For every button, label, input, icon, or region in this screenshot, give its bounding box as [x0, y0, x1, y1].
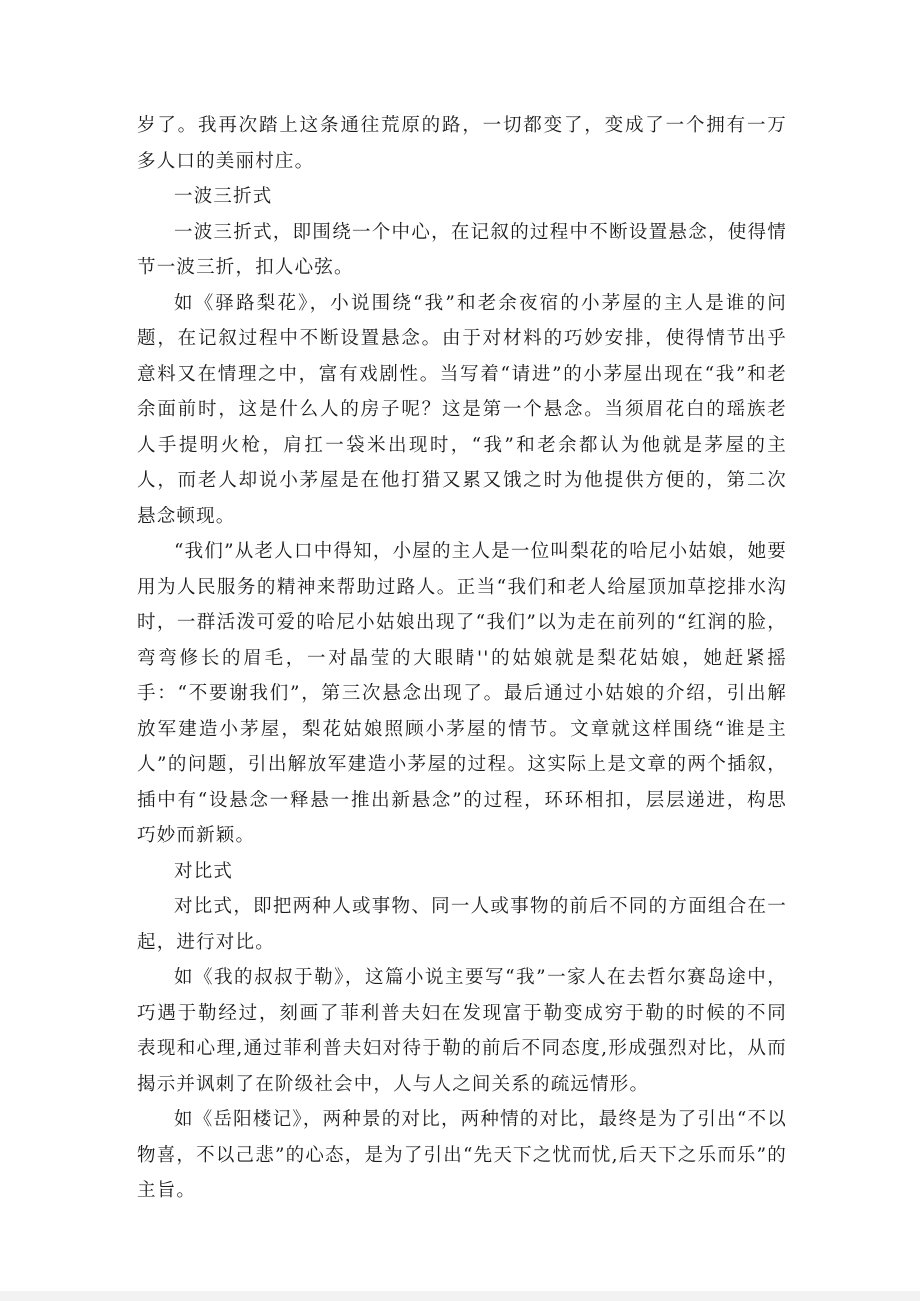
- section-heading-yibosanzhe: 一波三折式: [174, 186, 273, 207]
- paragraph-example-yueyanglou: 如《岳阳楼记》，两种景的对比，两种情的对比，最终是为了引出“不以物喜，不以己悲”的心态，是为了引出“先天下之忧而忧,后天下之乐而乐”的主旨。: [137, 1109, 787, 1201]
- page-footer-band: [0, 1291, 920, 1301]
- section-heading-duibi: 对比式: [174, 860, 234, 882]
- paragraph-definition-yibosanzhe: 一波三折式，即围绕一个中心，在记叙的过程中不断设置悬念，使得情节一波三折，扣人心弦。: [137, 221, 787, 278]
- paragraph-continuation: 岁了。我再次踏上这条通往荒原的路，一切都变了，变成了一个拥有一万多人口的美丽村庄。: [137, 115, 787, 172]
- paragraph-example-yilulihua: 如《驿路梨花》，小说围绕“我”和老余夜宿的小茅屋的主人是谁的问题，在记叙过程中不断设置悬念。由于对材料的巧妙安排，使得情节出乎意料又在情理之中，富有戏剧性。当写着“请进”的小茅屋出现在“我”和老余面前时，这是什么人的房子呢？这是第一个悬念。当须眉花白的瑶族老人手提明火枪，肩扛一袋米出现时，“我”和老余都认为他就是茅屋的主人，而老人却说小茅屋是在他打猎又累又饿之时为他提供方便的，第二次悬念顿现。: [137, 292, 787, 527]
- paragraph-definition-duibi: 对比式，即把两种人或事物、同一人或事物的前后不同的方面组合在一起，进行对比。: [137, 896, 787, 953]
- document-body: [137, 108, 787, 1209]
- paragraph-example-yilulihua-cont: “我们”从老人口中得知，小屋的主人是一位叫梨花的哈尼小姑娘，她要用为人民服务的精神来帮助过路人。正当“我们和老人给屋顶加草挖排水沟时，一群活泼可爱的哈尼小姑娘出现了“我们”以为走在前列的“红润的脸，弯弯修长的眉毛，一对晶莹的大眼睛''的姑娘就是梨花姑娘，她赶紧摇手：“不要谢我们”，第三次悬念出现了。最后通过小姑娘的介绍，引出解放军建造小茅屋，梨花姑娘照顾小茅屋的情节。文章就这样围绕“谁是主人”的问题，引出解放军建造小茅屋的过程。这实际上是文章的两个插叙，插中有“设悬念一释悬一推出新悬念”的过程，环环相扣，层层递进，构思巧妙而新颖。: [137, 541, 787, 846]
- paragraph-example-shushu-yule: 如《我的叔叔于勒》，这篇小说主要写“我”一家人在去哲尔赛岛途中，巧遇于勒经过，刻画了菲利普夫妇在发现富于勒变成穷于勒的时候的不同表现和心理,通过菲利普夫妇对待于勒的前后不同态度,形成强烈对比，从而揭示并讽刺了在阶级社会中，人与人之间关系的疏远情形。: [137, 967, 787, 1095]
